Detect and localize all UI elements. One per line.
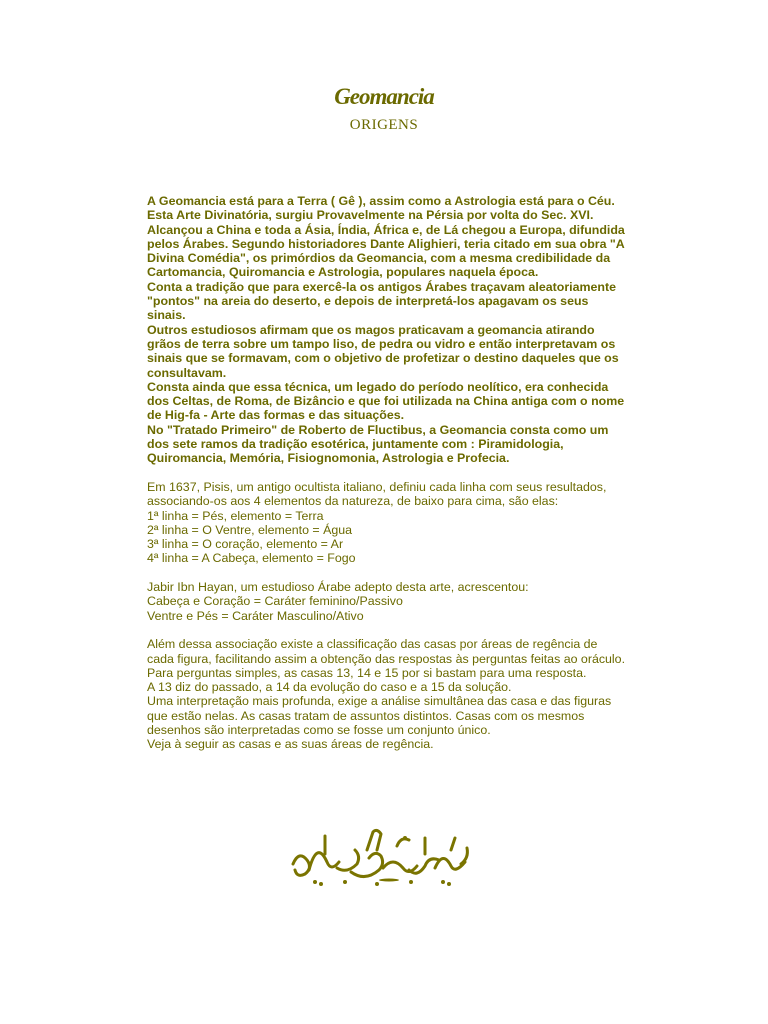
page-subtitle: ORIGENS <box>349 117 419 133</box>
paragraph: A Geomancia está para a Terra ( Gê ), assim como a Astrologia está para o Céu. Esta Arte Divinatória, surgiu Provavelmente na Pérsia por volta do Sec. XVI. Alcançou a China e toda a Ásia, Índia, África e, de Lá chegou a Europa, difundida pelos Árabes. Segundo historiadores Dante Alighieri, teria citado em sua obra "A Divina Comédia", os primórdios da Geomancia, com a mesma credibilidade da Cartomancia, Quiromancia e Astrologia, populares naquela época. <box>147 194 625 280</box>
casas-line: Veja à seguir as casas e as suas áreas de regência. <box>147 737 434 752</box>
jabir-line: Cabeça e Coração = Caráter feminino/Passivo <box>147 594 403 609</box>
pisis-line: 1ª linha = Pés, elemento = Terra <box>147 508 324 523</box>
pisis-intro: Em 1637, Pisis, um antigo ocultista italiano, definiu cada linha com seus resultados, associando-os aos 4 elementos da natureza, de baixo para cima, são elas: <box>147 479 607 509</box>
pisis-line: 4ª linha = A Cabeça, elemento = Fogo <box>147 551 356 566</box>
casas-line: Uma interpretação mais profunda, exige a análise simultânea das casa e das figuras que estão nelas. As casas tratam de assuntos distintos. Casas com os mesmos desenhos são interpretadas como se fosse um conjunto único. <box>147 694 612 737</box>
spacer <box>147 623 627 637</box>
pisis-line: 2ª linha = O Ventre, elemento = Água <box>147 522 353 537</box>
paragraph: Consta ainda que essa técnica, um legado do período neolítico, era conhecida dos Celtas, de Roma, de Bizâncio e que foi utilizada na China antiga com o nome de Hig-fa - Arte das formas e das situações. <box>147 379 625 423</box>
page-title: Geomancia <box>334 84 434 109</box>
document-body <box>147 194 627 752</box>
jabir-intro: Jabir Ibn Hayan, um estudioso Árabe adepto desta arte, acrescentou: <box>147 580 529 595</box>
arabic-calligraphy-icon <box>285 824 475 894</box>
casas-line: Além dessa associação existe a classificação das casas por áreas de regência de cada figura, facilitando assim a obtenção das respostas às perguntas feitas ao oráculo. <box>147 637 626 666</box>
jabir-line: Ventre e Pés = Caráter Masculino/Ativo <box>147 608 364 623</box>
spacer <box>147 466 627 480</box>
paragraph: Outros estudiosos afirmam que os magos praticavam a geomancia atirando grãos de terra sobre um tampo liso, de pedra ou vidro e então interpretavam os sinais que se formavam, com o objetivo de profetizar o destino daqueles que os consultavam. <box>147 322 619 380</box>
paragraph: Conta a tradição que para exercê-la os antigos Árabes traçavam aleatoriamente "pontos" na areia do deserto, e depois de interpretá-los apagavam os seus sinais. <box>147 279 616 323</box>
casas-line: A 13 diz do passado, a 14 da evolução do caso e a 15 da solução. <box>147 680 512 695</box>
paragraph: No "Tratado Primeiro" de Roberto de Fluctibus, a Geomancia consta como um dos sete ramos da tradição esotérica, juntamente com : Piramidologia, Quiromancia, Memória, Fisiognomonia, Astrologia e Profecia. <box>147 422 609 466</box>
casas-line: Para perguntas simples, as casas 13, 14 e 15 por si bastam para uma resposta. <box>147 665 587 680</box>
pisis-line: 3ª linha = O coração, elemento = Ar <box>147 537 344 552</box>
spacer <box>147 566 627 580</box>
